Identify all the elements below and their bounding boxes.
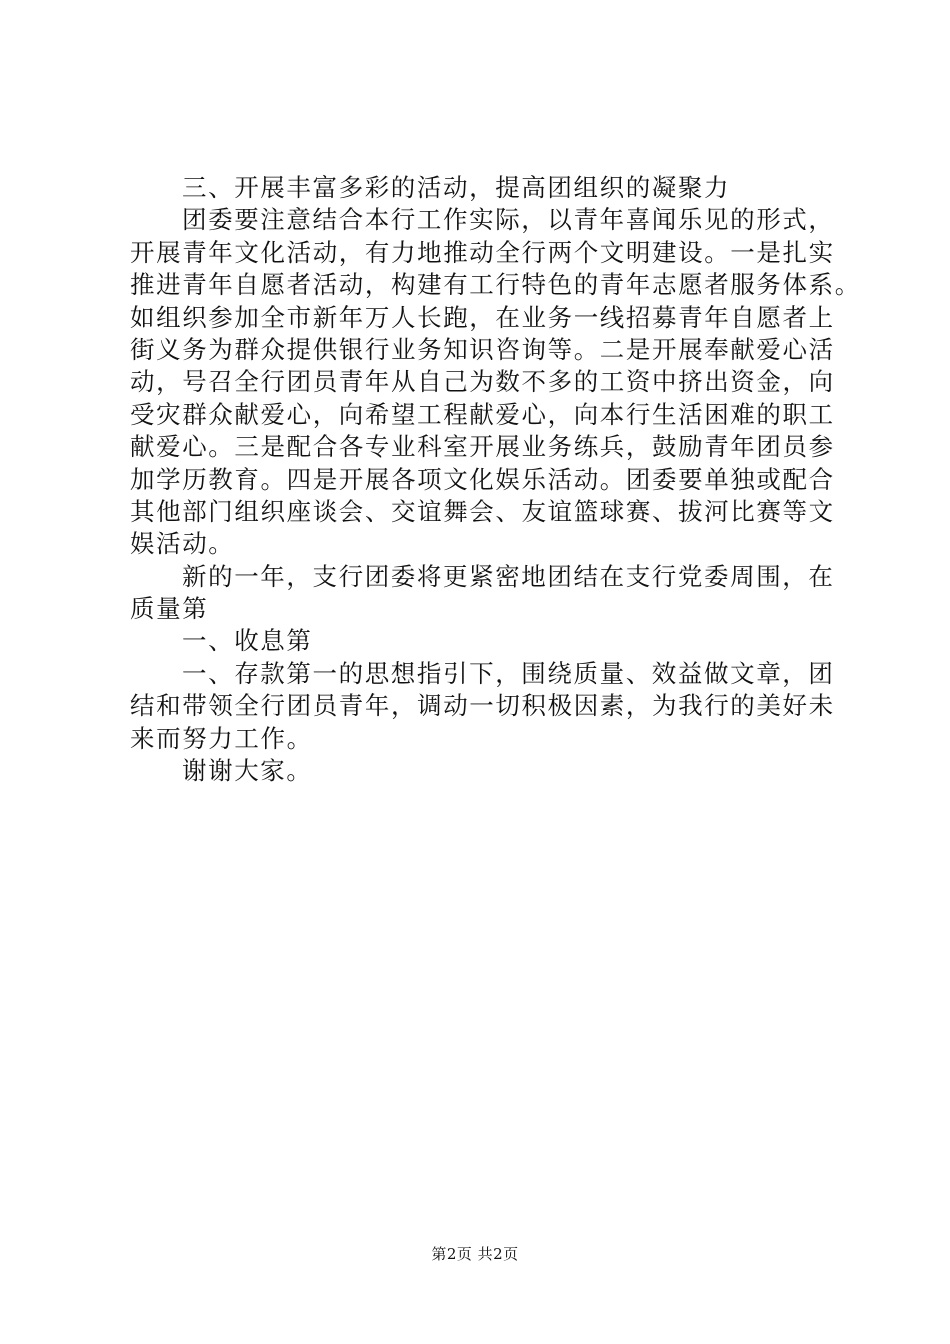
paragraph-line: 质量第: [130, 594, 209, 624]
section-heading: 三、开展丰富多彩的活动，提高团组织的凝聚力: [182, 173, 731, 202]
paragraph-line: 其他部门组织座谈会、交谊舞会、友谊篮球赛、拔河比赛等文: [130, 496, 835, 526]
paragraph-line: 动，号召全行团员青年从自己为数不多的工资中挤出资金，向: [130, 367, 835, 397]
paragraph-line: 如组织参加全市新年万人长跑，在业务一线招募青年自愿者上: [130, 302, 835, 332]
paragraph-line: 献爱心。三是配合各专业科室开展业务练兵，鼓励青年团员参: [130, 432, 835, 462]
paragraph-line: 一、收息第: [182, 626, 313, 656]
paragraph-line: 一、存款第一的思想指引下，围绕质量、效益做文章，团: [182, 658, 835, 688]
paragraph-line: 来而努力工作。: [130, 723, 313, 753]
closing-line: 谢谢大家。: [182, 756, 313, 786]
paragraph-line: 新的一年，支行团委将更紧密地团结在支行党委周围，在: [182, 561, 835, 591]
document-body: [130, 172, 861, 787]
paragraph-line: 开展青年文化活动，有力地推动全行两个文明建设。一是扎实: [130, 237, 835, 267]
paragraph-line: 结和带领全行团员青年，调动一切积极因素，为我行的美好未: [130, 691, 835, 721]
paragraph-line: 团委要注意结合本行工作实际，以青年喜闻乐见的形式，: [182, 205, 835, 235]
paragraph-line: 受灾群众献爱心，向希望工程献爱心，向本行生活困难的职工: [130, 399, 835, 429]
paragraph-line: 推进青年自愿者活动，构建有工行特色的青年志愿者服务体系。: [130, 270, 861, 300]
paragraph-line: 街义务为群众提供银行业务知识咨询等。二是开展奉献爱心活: [130, 334, 835, 364]
paragraph-line: 加学历教育。四是开展各项文化娱乐活动。团委要单独或配合: [130, 464, 835, 494]
page-footer: 第2页 共2页: [431, 1245, 519, 1263]
paragraph-line: 娱活动。: [130, 529, 235, 559]
